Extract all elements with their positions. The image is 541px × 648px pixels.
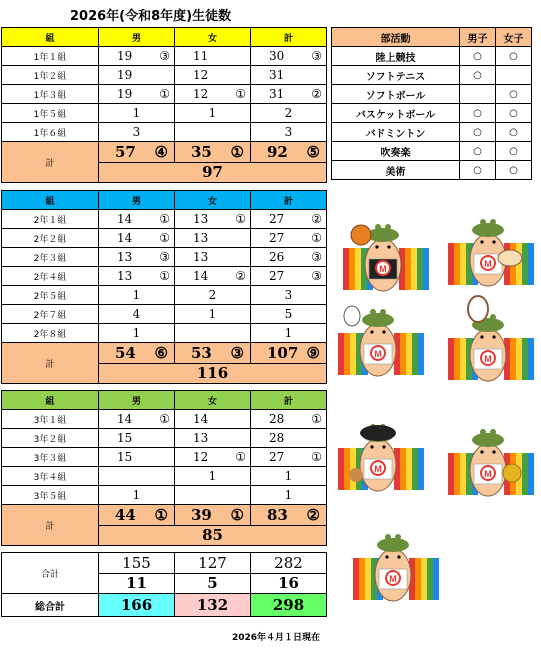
count: 13 bbox=[193, 250, 209, 264]
grand-boys-2: 11 bbox=[99, 573, 175, 594]
transfer-count: ③ bbox=[311, 49, 322, 63]
count: 30 bbox=[269, 49, 285, 63]
count: 14 bbox=[193, 269, 209, 283]
cell-value bbox=[251, 231, 326, 245]
girls-header: 女 bbox=[175, 391, 251, 410]
count: 19 bbox=[117, 87, 133, 101]
transfer-count: ② bbox=[311, 212, 322, 226]
cell-value bbox=[99, 450, 174, 464]
cell-value bbox=[99, 212, 174, 226]
total-header: 計 bbox=[251, 191, 327, 210]
sum-value bbox=[175, 506, 250, 524]
cell-value bbox=[175, 68, 250, 82]
count: 1 bbox=[284, 326, 293, 340]
count: 27 bbox=[269, 269, 285, 283]
sum-transfer: ① bbox=[154, 505, 168, 524]
mascot-plain bbox=[353, 534, 439, 601]
count: 1 bbox=[208, 469, 217, 483]
sum-count: 53 bbox=[191, 343, 212, 362]
clubs-table bbox=[331, 27, 532, 180]
cell-value bbox=[175, 431, 250, 445]
club-boys bbox=[460, 85, 496, 104]
club-girls: ○ bbox=[496, 47, 532, 66]
club-boys: ○ bbox=[460, 47, 496, 66]
cell-value bbox=[99, 288, 174, 302]
count: 27 bbox=[269, 231, 285, 245]
overall-total: 298 bbox=[251, 594, 327, 617]
transfer-count: ① bbox=[159, 412, 170, 426]
sum-transfer: ② bbox=[306, 505, 320, 524]
cell-value bbox=[175, 212, 250, 226]
count: 19 bbox=[117, 49, 133, 63]
club-girls: ○ bbox=[496, 142, 532, 161]
grand-total-table bbox=[1, 552, 327, 617]
club-row bbox=[332, 142, 532, 161]
cell-value bbox=[251, 469, 326, 483]
club-girls bbox=[496, 66, 532, 85]
boys-header: 男 bbox=[99, 28, 175, 47]
sum-transfer: ① bbox=[230, 505, 244, 524]
mascot-badge-letter: M bbox=[374, 349, 382, 359]
mascot-badminton bbox=[448, 296, 534, 381]
cell-value bbox=[251, 288, 326, 302]
count: 2 bbox=[284, 106, 293, 120]
count: 14 bbox=[117, 212, 133, 226]
girls-header: 女 bbox=[175, 28, 251, 47]
count: 14 bbox=[193, 412, 209, 426]
transfer-count: ① bbox=[235, 450, 246, 464]
transfer-count: ③ bbox=[311, 269, 322, 283]
count: 1 bbox=[132, 106, 141, 120]
transfer-count: ① bbox=[311, 231, 322, 245]
mascot-basketball bbox=[343, 224, 429, 291]
class-label: 3年４組 bbox=[2, 467, 99, 486]
cell-value bbox=[251, 450, 326, 464]
mascot-softball bbox=[338, 424, 424, 491]
count: 28 bbox=[269, 431, 285, 445]
mascot-badge-letter: M bbox=[379, 264, 387, 274]
count: 1 bbox=[208, 106, 217, 120]
club-row bbox=[332, 104, 532, 123]
cell-value bbox=[251, 49, 326, 63]
cell-value bbox=[99, 326, 174, 340]
sum-value bbox=[251, 506, 326, 524]
transfer-count: ① bbox=[311, 450, 322, 464]
table-row bbox=[2, 210, 327, 229]
count: 2 bbox=[208, 288, 217, 302]
group-header: 組 bbox=[2, 28, 99, 47]
table-row bbox=[2, 47, 327, 66]
table-row bbox=[2, 467, 327, 486]
sum-label: 計 bbox=[2, 505, 99, 546]
count: 12 bbox=[193, 68, 209, 82]
cell-value bbox=[175, 49, 250, 63]
cell-value bbox=[99, 488, 174, 502]
cell-value bbox=[175, 250, 250, 264]
table-row bbox=[2, 248, 327, 267]
table-row bbox=[2, 324, 327, 343]
count: 4 bbox=[132, 307, 141, 321]
sum-value bbox=[99, 143, 174, 161]
cell-value bbox=[99, 125, 174, 139]
group-header: 組 bbox=[2, 391, 99, 410]
cell-value bbox=[99, 431, 174, 445]
cell-value bbox=[175, 288, 250, 302]
girls-header: 女 bbox=[175, 191, 251, 210]
table-row bbox=[2, 85, 327, 104]
cell-value bbox=[251, 412, 326, 426]
cell-value bbox=[99, 231, 174, 245]
class-label: 1年１組 bbox=[2, 47, 99, 66]
boys-header: 男 bbox=[99, 391, 175, 410]
clubs-header-boys: 男子 bbox=[460, 28, 496, 47]
count: 5 bbox=[284, 307, 293, 321]
count: 31 bbox=[269, 87, 285, 101]
cell-value bbox=[175, 450, 250, 464]
club-row bbox=[332, 85, 532, 104]
transfer-count: ② bbox=[311, 87, 322, 101]
count: 1 bbox=[284, 469, 293, 483]
club-name: バスケットボール bbox=[332, 104, 460, 123]
cell-value bbox=[251, 87, 326, 101]
grand-girls-2: 5 bbox=[175, 573, 251, 594]
mascot-music bbox=[448, 429, 534, 496]
cell-value bbox=[251, 307, 326, 321]
cell-value bbox=[251, 250, 326, 264]
table-row bbox=[2, 104, 327, 123]
sum-transfer: ③ bbox=[230, 343, 244, 362]
count: 15 bbox=[117, 431, 133, 445]
count: 19 bbox=[117, 68, 133, 82]
cell-value bbox=[99, 49, 174, 63]
mascot-illustrations bbox=[338, 198, 538, 613]
sum-count: 107 bbox=[267, 343, 299, 362]
class-label: 2年４組 bbox=[2, 267, 99, 286]
sum-value bbox=[99, 506, 174, 524]
count: 14 bbox=[117, 412, 133, 426]
sum-transfer: ① bbox=[230, 142, 244, 161]
transfer-count: ① bbox=[311, 412, 322, 426]
class-label: 3年１組 bbox=[2, 410, 99, 429]
sum-label: 計 bbox=[2, 343, 99, 384]
cell-value bbox=[251, 106, 326, 120]
cell-value bbox=[175, 307, 250, 321]
class-label: 1年５組 bbox=[2, 104, 99, 123]
table-row bbox=[2, 123, 327, 142]
cell-value bbox=[99, 106, 174, 120]
mascot-tennis bbox=[338, 306, 424, 376]
transfer-count: ① bbox=[235, 87, 246, 101]
total-header: 計 bbox=[251, 391, 327, 410]
sum-count: 35 bbox=[191, 142, 212, 161]
count: 15 bbox=[117, 450, 133, 464]
club-row bbox=[332, 123, 532, 142]
class-label: 3年５組 bbox=[2, 486, 99, 505]
class-label: 1年３組 bbox=[2, 85, 99, 104]
club-name: 吹奏楽 bbox=[332, 142, 460, 161]
transfer-count: ① bbox=[159, 212, 170, 226]
cell-value bbox=[99, 412, 174, 426]
cell-value bbox=[99, 68, 174, 82]
footer-date: 2026年４月１日現在 bbox=[232, 633, 321, 643]
transfer-count: ① bbox=[159, 269, 170, 283]
grand-girls: 127 bbox=[175, 553, 251, 574]
table-row bbox=[2, 429, 327, 448]
club-row bbox=[332, 66, 532, 85]
cell-value bbox=[175, 87, 250, 101]
class-label: 1年６組 bbox=[2, 123, 99, 142]
cell-value bbox=[175, 106, 250, 120]
sum-value bbox=[251, 143, 326, 161]
cell-value bbox=[99, 269, 174, 283]
grand-total-2: 16 bbox=[251, 573, 327, 594]
cell-value bbox=[175, 269, 250, 283]
table-row bbox=[2, 66, 327, 85]
count: 31 bbox=[269, 68, 285, 82]
grand-total-label: 合計 bbox=[2, 553, 99, 594]
transfer-count: ③ bbox=[159, 49, 170, 63]
count: 26 bbox=[269, 250, 285, 264]
overall-girls: 132 bbox=[175, 594, 251, 617]
class-label: 3年２組 bbox=[2, 429, 99, 448]
sum-label: 計 bbox=[2, 142, 99, 183]
transfer-count: ② bbox=[235, 269, 246, 283]
grand-total: 282 bbox=[251, 553, 327, 574]
sum-count: 54 bbox=[115, 343, 136, 362]
count: 1 bbox=[132, 326, 141, 340]
sum-count: 44 bbox=[115, 505, 136, 524]
boys-header: 男 bbox=[99, 191, 175, 210]
grand-boys: 155 bbox=[99, 553, 175, 574]
page-title: 2026年(令和8年度)生徒数 bbox=[70, 9, 232, 24]
class-label: 2年２組 bbox=[2, 229, 99, 248]
cell-value bbox=[251, 269, 326, 283]
count: 13 bbox=[193, 431, 209, 445]
club-boys: ○ bbox=[460, 66, 496, 85]
count: 13 bbox=[193, 212, 209, 226]
class-label: 2年１組 bbox=[2, 210, 99, 229]
grade-total: 97 bbox=[99, 162, 327, 183]
count: 12 bbox=[193, 87, 209, 101]
count: 14 bbox=[117, 231, 133, 245]
club-name: バドミントン bbox=[332, 123, 460, 142]
overall-label: 総合計 bbox=[2, 594, 99, 617]
transfer-count: ① bbox=[159, 231, 170, 245]
cell-value bbox=[99, 250, 174, 264]
count: 13 bbox=[193, 231, 209, 245]
count: 1 bbox=[132, 488, 141, 502]
club-boys: ○ bbox=[460, 161, 496, 180]
sum-count: 92 bbox=[267, 142, 288, 161]
clubs-header-name: 部活動 bbox=[332, 28, 460, 47]
sum-transfer: ⑨ bbox=[306, 343, 320, 362]
club-name: ソフトテニス bbox=[332, 66, 460, 85]
transfer-count: ① bbox=[235, 212, 246, 226]
grade1-table bbox=[1, 27, 327, 183]
grade3-table bbox=[1, 390, 327, 546]
cell-value bbox=[251, 326, 326, 340]
class-label: 2年５組 bbox=[2, 286, 99, 305]
sum-value bbox=[175, 143, 250, 161]
cell-value bbox=[251, 125, 326, 139]
class-label: 2年３組 bbox=[2, 248, 99, 267]
club-name: 美術 bbox=[332, 161, 460, 180]
cell-value bbox=[251, 212, 326, 226]
mascot-badge-letter: M bbox=[374, 464, 382, 474]
transfer-count: ③ bbox=[159, 250, 170, 264]
cell-value bbox=[251, 68, 326, 82]
mascot-badge-letter: M bbox=[389, 574, 397, 584]
count: 3 bbox=[284, 288, 293, 302]
grade-total: 85 bbox=[99, 525, 327, 546]
table-row bbox=[2, 448, 327, 467]
grade-total: 116 bbox=[99, 363, 327, 384]
sum-value bbox=[251, 344, 326, 362]
count: 28 bbox=[269, 412, 285, 426]
overall-boys: 166 bbox=[99, 594, 175, 617]
group-header: 組 bbox=[2, 191, 99, 210]
count: 3 bbox=[132, 125, 141, 139]
table-row bbox=[2, 267, 327, 286]
club-girls: ○ bbox=[496, 123, 532, 142]
count: 3 bbox=[284, 125, 293, 139]
cell-value bbox=[99, 307, 174, 321]
club-boys: ○ bbox=[460, 123, 496, 142]
count: 13 bbox=[117, 269, 133, 283]
club-name: 陸上競技 bbox=[332, 47, 460, 66]
mascot-badge-letter: M bbox=[484, 354, 492, 364]
table-row bbox=[2, 286, 327, 305]
transfer-count: ③ bbox=[311, 250, 322, 264]
class-label: 2年８組 bbox=[2, 324, 99, 343]
count: 1 bbox=[208, 307, 217, 321]
count: 13 bbox=[117, 250, 133, 264]
mascot-badge-letter: M bbox=[484, 469, 492, 479]
club-boys: ○ bbox=[460, 104, 496, 123]
sum-transfer: ④ bbox=[154, 142, 168, 161]
cell-value bbox=[175, 469, 250, 483]
club-row bbox=[332, 47, 532, 66]
count: 27 bbox=[269, 212, 285, 226]
table-row bbox=[2, 229, 327, 248]
transfer-count: ① bbox=[159, 87, 170, 101]
class-label: 1年２組 bbox=[2, 66, 99, 85]
count: 1 bbox=[284, 488, 293, 502]
cell-value bbox=[175, 412, 250, 426]
class-label: 3年３組 bbox=[2, 448, 99, 467]
mascot-badge-letter: M bbox=[484, 259, 492, 269]
sum-count: 39 bbox=[191, 505, 212, 524]
cell-value bbox=[251, 431, 326, 445]
count: 12 bbox=[193, 450, 209, 464]
table-row bbox=[2, 305, 327, 324]
sum-count: 83 bbox=[267, 505, 288, 524]
club-row bbox=[332, 161, 532, 180]
cell-value bbox=[251, 488, 326, 502]
cell-value bbox=[99, 87, 174, 101]
table-row bbox=[2, 410, 327, 429]
club-name: ソフトボール bbox=[332, 85, 460, 104]
sum-transfer: ⑤ bbox=[306, 142, 320, 161]
total-header: 計 bbox=[251, 28, 327, 47]
clubs-header-girls: 女子 bbox=[496, 28, 532, 47]
sum-count: 57 bbox=[115, 142, 136, 161]
club-girls: ○ bbox=[496, 161, 532, 180]
grade2-table bbox=[1, 190, 327, 384]
mascot-painter bbox=[448, 219, 534, 286]
count: 1 bbox=[132, 288, 141, 302]
club-boys: ○ bbox=[460, 142, 496, 161]
club-girls: ○ bbox=[496, 104, 532, 123]
table-row bbox=[2, 486, 327, 505]
sum-value bbox=[175, 344, 250, 362]
sum-value bbox=[99, 344, 174, 362]
count: 11 bbox=[193, 49, 209, 63]
sum-transfer: ⑥ bbox=[154, 343, 168, 362]
count: 27 bbox=[269, 450, 285, 464]
club-girls: ○ bbox=[496, 85, 532, 104]
class-label: 2年７組 bbox=[2, 305, 99, 324]
cell-value bbox=[175, 231, 250, 245]
